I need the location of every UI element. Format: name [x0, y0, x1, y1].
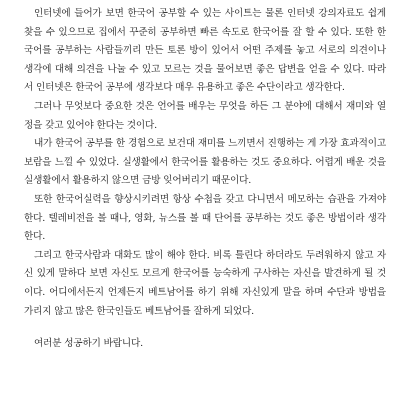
- paragraph-internet: 인터넷에 들어가 보면 한국어 공부할 수 있는 사이트는 물론 인터넷 강의자료도 쉽게 찾을 수 있으므로 집에서 꾸준히 공부하면 빠른 속도로 한국어를 잘 할 수 있다. 또한 한국어를 공부하는 사람들끼리 만든 토론 방이 있어서 어떤 주제를 놓고 서로의 의견이나 생각에 대해 의견을 나눌 수 있고 모르는 것을 물어보면 좋은 답변을 얻을 수 있다. 따라서 인터넷은 한국어 공부에 생각보다 매우 유용하고 좋은 수단이라고 생각한다.: [24, 8, 386, 94]
- paragraph-passion: 그러나 무엇보다 중요한 것은 언어를 배우는 무엇을 하든 그 분야에 대해서 재미와 열정을 갖고 있어야 한다는 것이다.: [24, 100, 386, 131]
- paragraph-conversation: 그리고 한국사람과 대화도 많이 해야 한다. 비록 틀린다 하더라도 두려워하지 않고 자신 있게 말하다 보면 자신도 모르게 한국어를 능숙하게 구사하는 자신을 발견하게 될 것이다. 어디에서든지 언제든지 베트남어를 하기 위해 자신있게 말을 하며 수단과 방법을 가리지 않고 많은 한국인들도 베트남어를 잘하게 되었다.: [24, 249, 386, 317]
- paragraph-experience: 내가 한국어 공부를 한 경험으로 보건대 재미를 느끼면서 진행하는 게 가장 효과적이고 보람을 느낄 수 있었다. 실생활에서 한국어를 활용하는 것도 중요하다. 어렵게 배운 것을 실생활에서 활용하지 않으면 금방 잊어버리기 때문이다.: [24, 138, 386, 187]
- paragraph-spacer: [24, 321, 386, 335]
- paragraph-notebook: 또한 한국어실력을 향상시키려면 항상 수첩을 갖고 다니면서 메모하는 습관을 가져야 한다. 텔레비전을 볼 때나, 영화, 뉴스를 볼 때 단어를 공부하는 것도 좋은 방법이라 생각한다.: [24, 193, 386, 243]
- closing-line: 여러분 성공하기 바랍니다.: [34, 338, 143, 350]
